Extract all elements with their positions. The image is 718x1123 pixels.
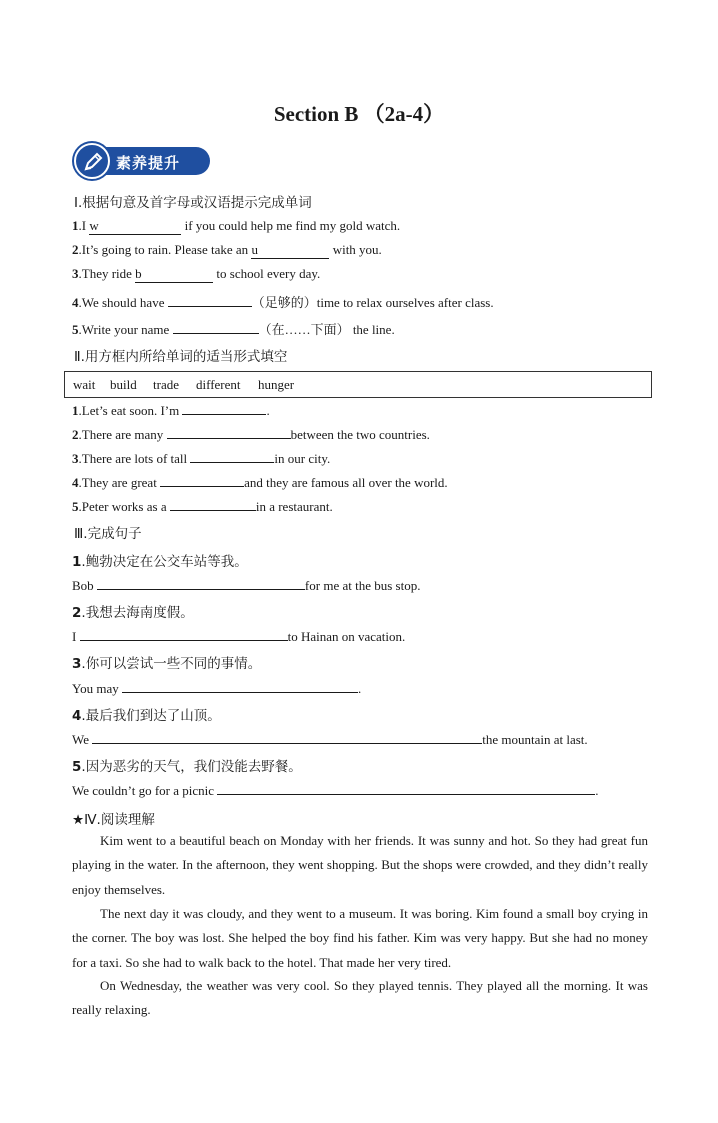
word-box-item: different	[196, 377, 241, 392]
word-box-item: build	[110, 377, 137, 392]
answer-blank[interactable]	[167, 426, 291, 439]
word-box	[64, 371, 652, 398]
reading-paragraph: Kim went to a beautiful beach on Monday with her friends. It was sunny and hot. So they had great fun playing in the water. In the afternoon, they went shopping. But the shops were crowded, and they didn’t really enjoy themselves.	[72, 833, 648, 897]
answer-blank[interactable]: u	[251, 242, 329, 259]
reading-paragraph: On Wednesday, the weather was very cool. So they played tennis. They played all the morning. It was really relaxing.	[72, 978, 648, 1018]
reading-paragraph: The next day it was cloudy, and they went to a museum. It was boring. Kim found a small boy crying in the corner. The boy was lost. She helped the boy find his father. Kim was very happy. But she had no money for a taxi. So she had to walk back to the hotel. That made her very tired.	[72, 906, 648, 970]
part2-item-3: 3.There are lots of tall in our city.	[72, 451, 331, 466]
section-banner	[74, 143, 212, 179]
answer-blank[interactable]	[217, 782, 595, 795]
answer-blank[interactable]	[92, 731, 482, 744]
part3-item-3-chinese: 3.你可以尝试一些不同的事情。	[72, 656, 262, 672]
part4-heading: ★Ⅳ.阅读理解	[72, 812, 155, 828]
part2-item-1: 1.Let’s eat soon. I’m .	[72, 403, 270, 418]
word-box-item: trade	[153, 377, 179, 392]
answer-blank[interactable]	[173, 321, 259, 334]
part2-item-4: 4.They are great and they are famous all over the world.	[72, 475, 448, 490]
answer-blank[interactable]	[182, 402, 266, 415]
answer-blank[interactable]	[122, 680, 358, 693]
part3-item-3-english: You may .	[72, 681, 362, 696]
part1-item-2: 2.It’s going to rain. Please take an u with you.	[72, 242, 382, 257]
part3-item-1-chinese: 1.鲍勃决定在公交车站等我。	[72, 554, 248, 570]
part3-item-4-chinese: 4.最后我们到达了山顶。	[72, 708, 221, 724]
word-box-item: hunger	[258, 377, 295, 392]
page-title: Section B （2a-4）	[273, 102, 445, 126]
part1-item-5: 5.Write your name （在……下面） the line.	[72, 322, 395, 337]
answer-blank[interactable]	[190, 450, 274, 463]
answer-blank[interactable]: b	[135, 266, 213, 283]
answer-blank[interactable]	[97, 577, 305, 590]
part3-item-5-english: We couldn’t go for a picnic .	[72, 783, 599, 798]
part2-item-2: 2.There are many between the two countries.	[72, 427, 430, 442]
part1-heading: Ⅰ.根据句意及首字母或汉语提示完成单词	[74, 195, 312, 211]
part3-item-2-english: I to Hainan on vacation.	[72, 629, 406, 644]
answer-blank[interactable]	[160, 474, 244, 487]
part2-item-5: 5.Peter works as a in a restaurant.	[72, 499, 333, 514]
answer-blank[interactable]	[168, 294, 252, 307]
part3-item-1-english: Bob for me at the bus stop.	[72, 578, 421, 593]
part3-heading: Ⅲ.完成句子	[74, 526, 142, 542]
banner-label: 素养提升	[116, 154, 181, 172]
part3-item-4-english: We the mountain at last.	[72, 732, 588, 747]
part1-item-4: 4.We should have （足够的）time to relax ourselves after class.	[72, 295, 494, 310]
part1-item-1: 1.I w if you could help me find my gold watch.	[72, 218, 401, 233]
word-box-item: wait	[73, 377, 96, 392]
answer-blank[interactable]	[80, 628, 288, 641]
part3-item-2-chinese: 2.我想去海南度假。	[72, 605, 194, 621]
answer-blank[interactable]: w	[89, 218, 181, 235]
part3-item-5-chinese: 5.因为恶劣的天气，我们没能去野餐。	[72, 759, 302, 775]
answer-blank[interactable]	[170, 498, 256, 511]
part2-heading: Ⅱ.用方框内所给单词的适当形式填空	[74, 349, 288, 365]
part1-item-3: 3.They ride b to school every day.	[72, 266, 321, 281]
pen-icon	[74, 143, 110, 179]
